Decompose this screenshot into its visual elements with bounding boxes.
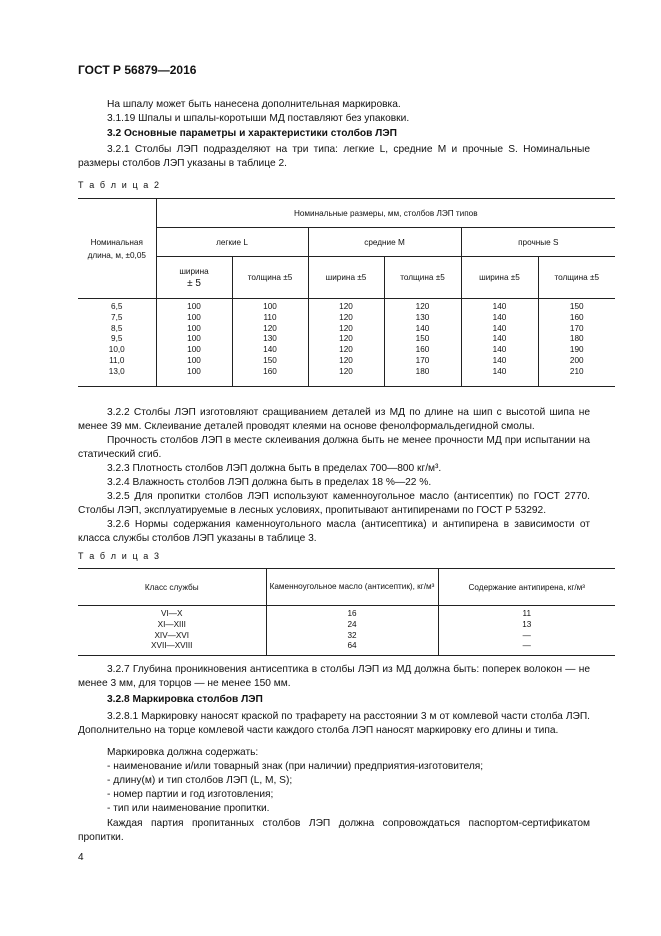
cell: 150 bbox=[569, 302, 584, 311]
cell: 11 bbox=[522, 609, 531, 618]
list-item: - тип или наименование пропитки. bbox=[107, 803, 270, 814]
cell: 130 bbox=[263, 334, 277, 344]
cell: 100 bbox=[263, 302, 277, 311]
column-light-thickness bbox=[232, 299, 308, 387]
paragraph: 3.2.2 Столбы ЛЭП изготовляют сращиванием деталей из МД по длине на шип с высотой шипа не менее 39 мм. Склеивание деталей проводят клеями на основе фенолформальдегидной смолы. bbox=[78, 407, 590, 432]
header-fire-retardant: Содержание антипирена, кг/м³ bbox=[438, 569, 615, 606]
cell: 120 bbox=[339, 323, 353, 333]
cell: 100 bbox=[187, 312, 201, 322]
cell: 170 bbox=[415, 355, 430, 365]
cell: 13 bbox=[522, 619, 532, 629]
list-item: - наименование и/или товарный знак (при наличии) предприятия-изготовителя; bbox=[107, 761, 484, 772]
paragraph: 3.2.6 Нормы содержания каменноугольного масла (антисептика) и антипирена в зависимости от класса службы столбов ЛЭП указаны в таблице 3. bbox=[78, 519, 590, 544]
cell: 24 bbox=[347, 619, 357, 629]
cell: 64 bbox=[347, 641, 357, 651]
header-width-label: ширина bbox=[179, 266, 209, 276]
cell: 120 bbox=[339, 355, 353, 365]
table-caption: Т а б л и ц а 3 bbox=[78, 551, 161, 561]
cell: 140 bbox=[492, 355, 507, 365]
cell: 120 bbox=[339, 366, 353, 376]
header-width-tolerance: ± 5 bbox=[187, 277, 201, 289]
cell: 120 bbox=[339, 302, 353, 311]
cell: 100 bbox=[187, 366, 201, 376]
cell: 120 bbox=[339, 345, 353, 355]
cell: 160 bbox=[569, 312, 584, 322]
paragraph: Прочность столбов ЛЭП в месте склеивания должна быть не менее прочности МД при испытании на статический сгиб. bbox=[78, 435, 590, 460]
paragraph: 3.2.3 Плотность столбов ЛЭП должна быть в пределах 700—800 кг/м³. bbox=[107, 463, 442, 474]
cell: 130 bbox=[415, 312, 430, 322]
column-service-class bbox=[78, 606, 266, 656]
header-thickness: толщина ±5 bbox=[538, 257, 615, 299]
paragraph: 3.2.1 Столбы ЛЭП подразделяют на три типа: легкие L, средние M и прочные S. Номинальные размеры столбов ЛЭП указаны в таблице 2. bbox=[78, 144, 590, 169]
table-2 bbox=[78, 198, 615, 387]
list-item: - номер партии и год изготовления; bbox=[107, 789, 274, 800]
column-medium-thickness bbox=[384, 299, 461, 387]
cell: — bbox=[522, 641, 531, 651]
cell: 140 bbox=[492, 366, 507, 376]
header-width: ширина ±5 bbox=[308, 257, 384, 299]
paragraph: Каждая партия пропитанных столбов ЛЭП должна сопровождаться паспортом-сертификатом пропитки. bbox=[78, 818, 590, 843]
header-type-strong: прочные S bbox=[461, 228, 615, 257]
paragraph: Маркировка должна содержать: bbox=[107, 747, 259, 758]
header-thickness: толщина ±5 bbox=[232, 257, 308, 299]
cell: 120 bbox=[263, 323, 277, 333]
paragraph: На шпалу может быть нанесена дополнительная маркировка. bbox=[107, 99, 401, 110]
cell: 140 bbox=[263, 345, 277, 355]
cell: VI—X bbox=[161, 609, 183, 618]
header-oil: Каменноугольное масло (антисептик), кг/м³ bbox=[266, 569, 438, 606]
column-medium-width bbox=[308, 299, 384, 387]
marking-list bbox=[78, 760, 590, 816]
paragraph: 3.2.8.1 Маркировку наносят краской по трафарету на расстоянии 3 м от комлевой части столба ЛЭП. Дополнительно на торце комлевой части каждого столба ЛЭП наносят маркировку его длины и типа. bbox=[78, 711, 590, 736]
cell: 9,5 bbox=[111, 334, 123, 344]
cell: 190 bbox=[569, 345, 584, 355]
cell: XIV—XVI bbox=[154, 630, 190, 640]
cell: 100 bbox=[187, 323, 201, 333]
section-heading: 3.2.8 Маркировка столбов ЛЭП bbox=[107, 694, 263, 705]
section-heading: 3.2 Основные параметры и характеристики столбов ЛЭП bbox=[107, 128, 397, 139]
cell: 32 bbox=[347, 630, 357, 640]
column-oil bbox=[266, 606, 438, 656]
page-number: 4 bbox=[78, 852, 84, 863]
paragraph: 3.2.4 Влажность столбов ЛЭП должна быть в пределах 18 %—22 %. bbox=[107, 477, 432, 488]
list-item: - длину(м) и тип столбов ЛЭП (L, M, S); bbox=[107, 775, 293, 786]
cell: 140 bbox=[415, 323, 430, 333]
column-light-width bbox=[156, 299, 232, 387]
cell: 120 bbox=[339, 312, 353, 322]
column-strong-width bbox=[461, 299, 538, 387]
cell: 100 bbox=[187, 302, 201, 311]
header-width bbox=[156, 257, 232, 299]
cell: 16 bbox=[347, 609, 357, 618]
cell: 140 bbox=[492, 345, 507, 355]
cell: 100 bbox=[187, 334, 201, 344]
cell: 8,5 bbox=[111, 323, 123, 333]
column-length bbox=[78, 299, 156, 387]
cell: 180 bbox=[569, 334, 584, 344]
cell: 140 bbox=[492, 334, 507, 344]
header-nominal-sizes: Номинальные размеры, мм, столбов ЛЭП типов bbox=[156, 199, 615, 228]
header-service-class: Класс службы bbox=[78, 569, 266, 606]
cell: — bbox=[522, 630, 531, 640]
cell: 170 bbox=[569, 323, 584, 333]
cell: XVII—XVIII bbox=[151, 641, 193, 651]
header-nominal-length: Номинальная длина, м, ±0,05 bbox=[78, 199, 156, 299]
header-width: ширина ±5 bbox=[461, 257, 538, 299]
cell: 140 bbox=[492, 323, 507, 333]
cell: 160 bbox=[415, 345, 430, 355]
cell: 200 bbox=[569, 355, 584, 365]
cell: 6,5 bbox=[111, 302, 123, 311]
header-type-light: легкие L bbox=[156, 228, 308, 257]
header-thickness: толщина ±5 bbox=[384, 257, 461, 299]
cell: 120 bbox=[339, 334, 353, 344]
cell: 140 bbox=[492, 302, 507, 311]
paragraph: 3.2.7 Глубина проникновения антисептика в столбы ЛЭП из МД должна быть: поперек волокон — не менее 3 мм, для торцов — не менее 150 мм. bbox=[78, 664, 590, 689]
column-strong-thickness bbox=[538, 299, 615, 387]
cell: 160 bbox=[263, 366, 277, 376]
paragraph: 3.1.19 Шпалы и шпалы-коротыши МД поставляют без упаковки. bbox=[107, 113, 410, 124]
table-3 bbox=[78, 568, 615, 656]
cell: 210 bbox=[569, 366, 584, 376]
paragraph: 3.2.5 Для пропитки столбов ЛЭП используют каменноугольное масло (антисептик) по ГОСТ 2770. Столбы ЛЭП, эксплуатируемые в лесных условиях, пропитывают антипиренами по ГОСТ Р 53292. bbox=[78, 491, 590, 516]
cell: 150 bbox=[263, 355, 277, 365]
table-caption: Т а б л и ц а 2 bbox=[78, 180, 161, 190]
cell: 7,5 bbox=[111, 312, 123, 322]
cell: XI—XIII bbox=[157, 619, 186, 629]
cell: 150 bbox=[415, 334, 430, 344]
cell: 110 bbox=[263, 312, 277, 322]
cell: 100 bbox=[187, 345, 201, 355]
cell: 120 bbox=[415, 302, 430, 311]
header-type-medium: средние M bbox=[308, 228, 461, 257]
cell: 11,0 bbox=[109, 355, 125, 365]
cell: 140 bbox=[492, 312, 507, 322]
cell: 100 bbox=[187, 355, 201, 365]
document-header: ГОСТ Р 56879—2016 bbox=[78, 63, 197, 77]
cell: 13,0 bbox=[108, 366, 125, 376]
cell: 180 bbox=[415, 366, 430, 376]
column-fire-retardant bbox=[438, 606, 615, 656]
cell: 10,0 bbox=[108, 345, 125, 355]
